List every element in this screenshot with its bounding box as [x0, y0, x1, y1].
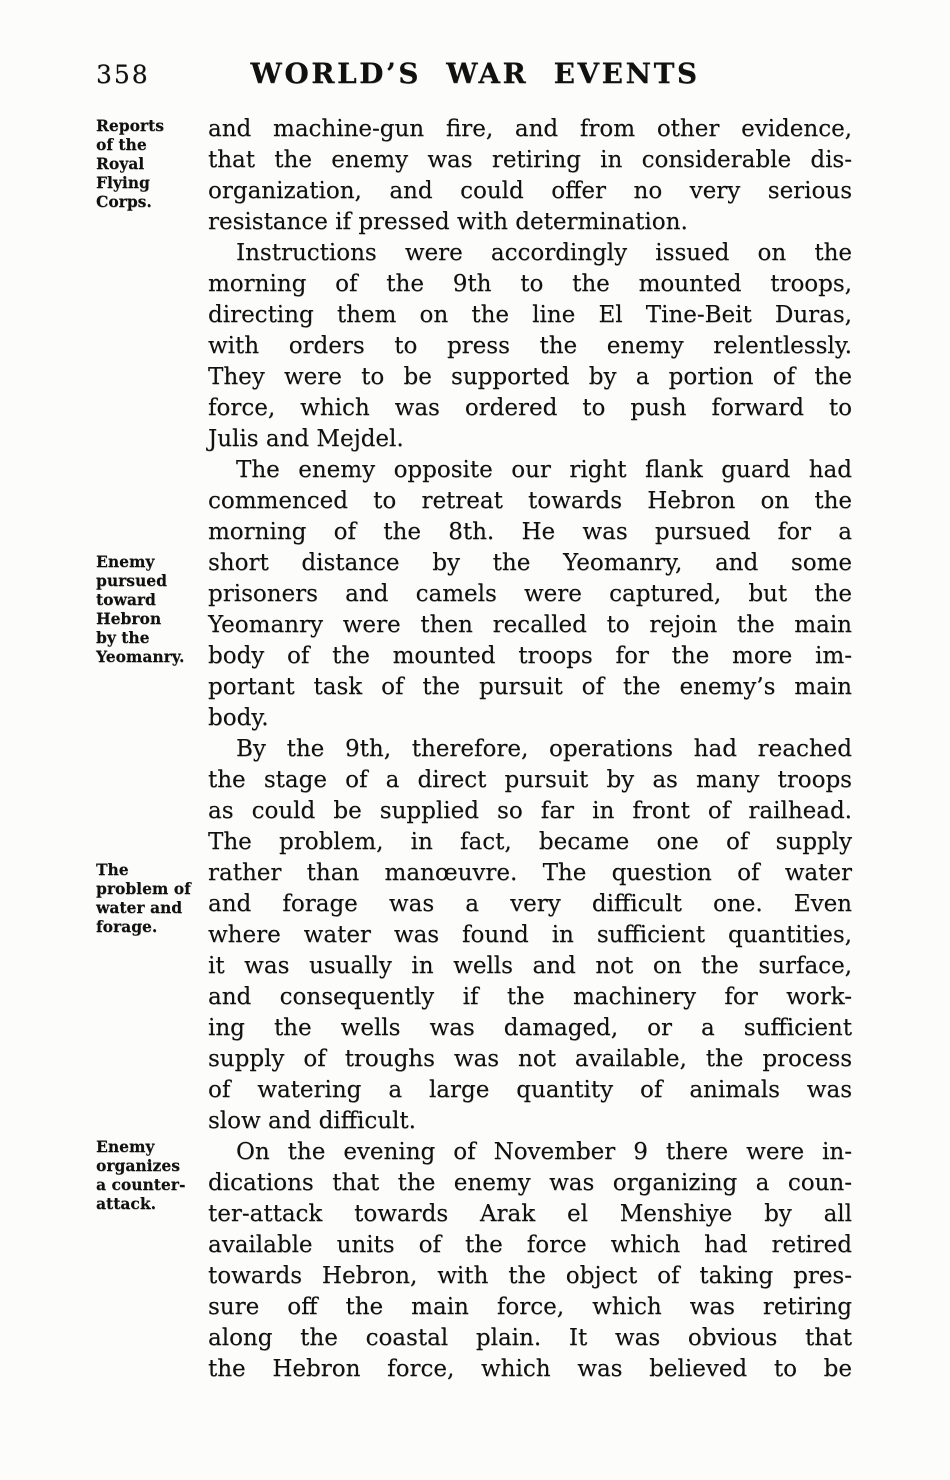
text-line: morning of the 8th. He was pursued for a — [208, 519, 852, 545]
margin-sidenote — [96, 552, 206, 666]
text-line: On the evening of November 9 there were in- — [236, 1139, 852, 1165]
text-line: force, which was ordered to push forward to — [208, 395, 852, 421]
text-line: towards Hebron, with the object of taking pres- — [208, 1263, 852, 1289]
text-line: as could be supplied so far in front of railhead. — [208, 798, 852, 824]
text-line: directing them on the line El Tine-Beit Duras, — [208, 302, 852, 328]
text-line: body of the mounted troops for the more im- — [208, 643, 852, 669]
text-line: it was usually in wells and not on the surface, — [208, 953, 852, 979]
text-line: that the enemy was retiring in considerable dis- — [208, 147, 852, 173]
paragraph — [208, 1137, 852, 1385]
text-line: resistance if pressed with determination. — [208, 209, 688, 235]
sidenote-line: forage. — [96, 917, 158, 936]
paragraph — [208, 455, 852, 734]
text-line: dications that the enemy was organizing a coun- — [208, 1170, 852, 1196]
text-line: body. — [208, 705, 269, 731]
text-line: morning of the 9th to the mounted troops, — [208, 271, 852, 297]
text-line: The enemy opposite our right flank guard had — [236, 457, 852, 483]
sidenote-line: of the — [96, 135, 147, 154]
sidenote-line: by the — [96, 628, 150, 647]
text-line: sure off the main force, which was retiring — [208, 1294, 852, 1320]
sidenote-line: Enemy — [96, 1137, 155, 1156]
text-line: ing the wells was damaged, or a sufficient — [208, 1015, 852, 1041]
text-line: along the coastal plain. It was obvious that — [208, 1325, 852, 1351]
paragraph — [208, 114, 852, 238]
sidenote-line: attack. — [96, 1194, 156, 1213]
sidenote-line: problem of — [96, 879, 191, 898]
text-line: The problem, in fact, became one of supply — [208, 829, 852, 855]
text-line: slow and difficult. — [208, 1108, 416, 1134]
text-line: Instructions were accordingly issued on the — [236, 240, 852, 266]
text-line: available units of the force which had retired — [208, 1232, 852, 1258]
sidenote-line: The — [96, 860, 129, 879]
text-line: ter-attack towards Arak el Menshiye by all — [208, 1201, 852, 1227]
page-title: WORLD’S WAR EVENTS — [250, 57, 700, 90]
page-number: 358 — [96, 60, 150, 89]
sidenote-line: Flying — [96, 173, 150, 192]
sidenote-line: Hebron — [96, 609, 162, 628]
text-line: short distance by the Yeomanry, and some — [208, 550, 852, 576]
text-line: Yeomanry were then recalled to rejoin the main — [208, 612, 852, 638]
text-line: with orders to press the enemy relentlessly. — [208, 333, 852, 359]
text-line: They were to be supported by a portion of the — [208, 364, 852, 390]
text-line: and consequently if the machinery for work- — [208, 984, 852, 1010]
sidenote-line: Reports — [96, 116, 164, 135]
sidenote-line: Enemy — [96, 552, 155, 571]
sidenote-line: Royal — [96, 154, 145, 173]
margin-sidenote — [96, 116, 206, 211]
text-line: and forage was a very difficult one. Even — [208, 891, 852, 917]
text-line: the stage of a direct pursuit by as many troops — [208, 767, 852, 793]
text-line: where water was found in sufficient quantities, — [208, 922, 852, 948]
text-line: of watering a large quantity of animals was — [208, 1077, 852, 1103]
sidenote-line: a counter- — [96, 1175, 186, 1194]
text-line: the Hebron force, which was believed to be — [208, 1356, 852, 1382]
text-line: prisoners and camels were captured, but the — [208, 581, 852, 607]
sidenote-line: organizes — [96, 1156, 180, 1175]
paragraph — [208, 238, 852, 455]
margin-sidenote — [96, 860, 206, 936]
sidenote-line: water and — [96, 898, 183, 917]
text-line: supply of troughs was not available, the process — [208, 1046, 852, 1072]
sidenote-line: Yeomanry. — [96, 647, 185, 666]
text-line: Julis and Mejdel. — [208, 426, 404, 452]
text-line: and machine-gun fire, and from other evidence, — [208, 116, 852, 142]
text-line: commenced to retreat towards Hebron on the — [208, 488, 852, 514]
text-line: By the 9th, therefore, operations had reached — [236, 736, 852, 762]
sidenote-line: pursued — [96, 571, 167, 590]
sidenote-line: toward — [96, 590, 156, 609]
text-line: organization, and could offer no very serious — [208, 178, 852, 204]
sidenote-line: Corps. — [96, 192, 152, 211]
margin-sidenote — [96, 1137, 206, 1213]
body-text-column — [208, 114, 852, 1385]
text-line: rather than manœuvre. The question of water — [208, 860, 852, 886]
text-line: portant task of the pursuit of the enemy’s main — [208, 674, 852, 700]
paragraph — [208, 734, 852, 1137]
